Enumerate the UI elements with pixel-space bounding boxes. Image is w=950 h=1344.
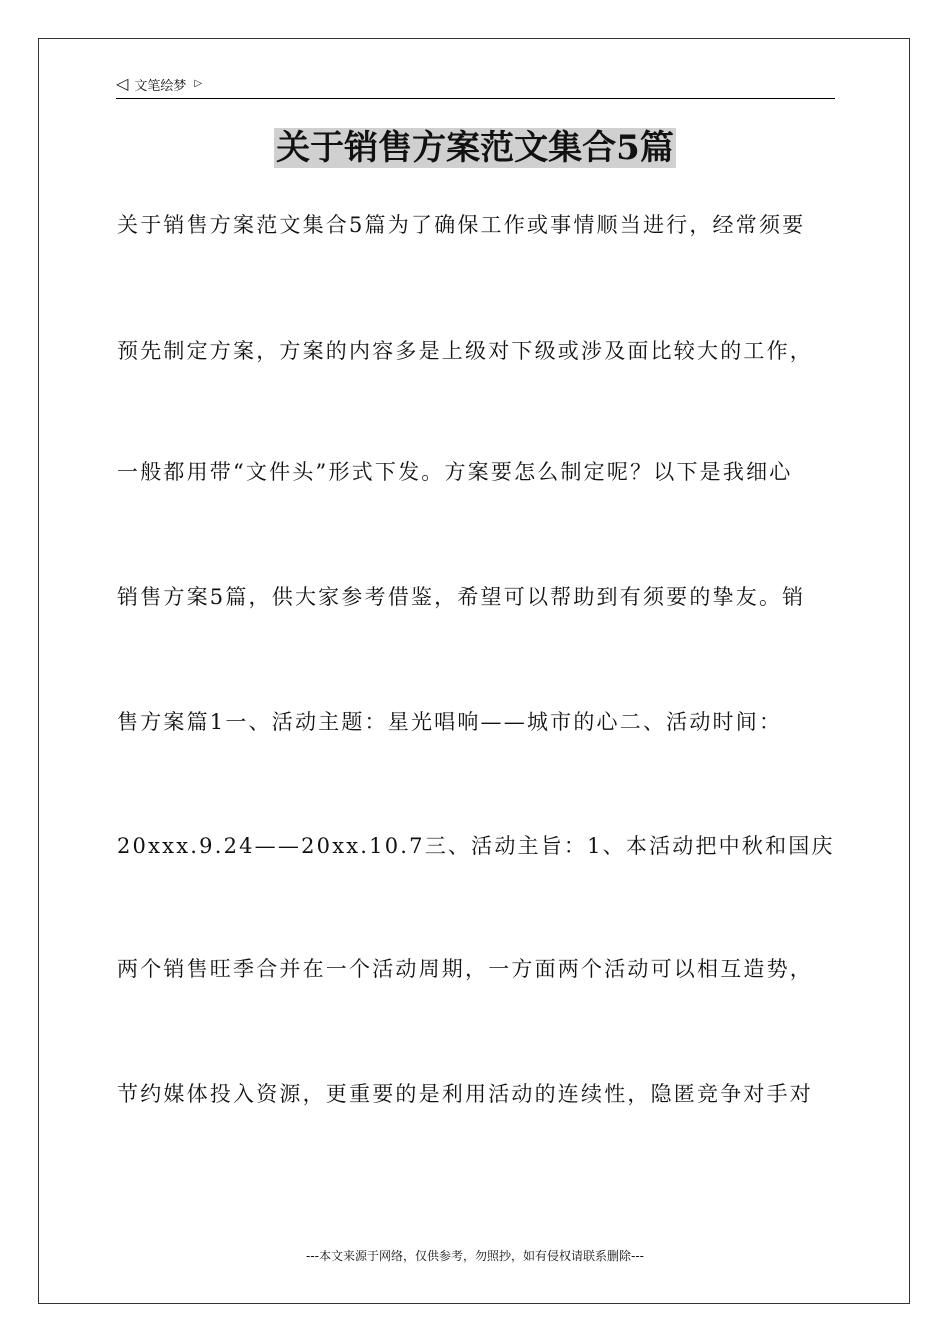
triangle-left-icon: ◁ — [116, 74, 129, 93]
body-line: 售方案篇1一、活动主题：星光唱响——城市的心二、活动时间： — [117, 710, 783, 734]
triangle-right-icon: ▷ — [194, 78, 203, 89]
footer-disclaimer: ---本文来源于网络，仅供参考，勿照抄，如有侵权请联系删除--- — [306, 1249, 644, 1263]
title-wrap — [0, 128, 950, 168]
body-line: 一般都用带“文件头”形式下发。方案要怎么制定呢？以下是我细心 — [117, 460, 793, 484]
body-line: 销售方案5篇，供大家参考借鉴，希望可以帮助到有须要的挚友。销 — [117, 585, 806, 609]
body-line: 两个销售旺季合并在一个活动周期，一方面两个活动可以相互造势， — [117, 957, 813, 981]
body-line: 20xxx.9.24——20xx.10.7三、活动主旨：1、本活动把中秋和国庆 — [117, 834, 835, 858]
body-line: 预先制定方案，方案的内容多是上级对下级或涉及面比较大的工作， — [117, 339, 813, 363]
body-line: 节约媒体投入资源，更重要的是利用活动的连续性，隐匿竞争对手对 — [117, 1082, 813, 1106]
document-title: 关于销售方案范文集合5篇 — [276, 128, 674, 168]
page-header — [116, 70, 835, 99]
body-line: 关于销售方案范文集合5篇为了确保工作或事情顺当进行，经常须要 — [117, 213, 806, 237]
header-text: 文笔绘梦 — [134, 78, 187, 94]
